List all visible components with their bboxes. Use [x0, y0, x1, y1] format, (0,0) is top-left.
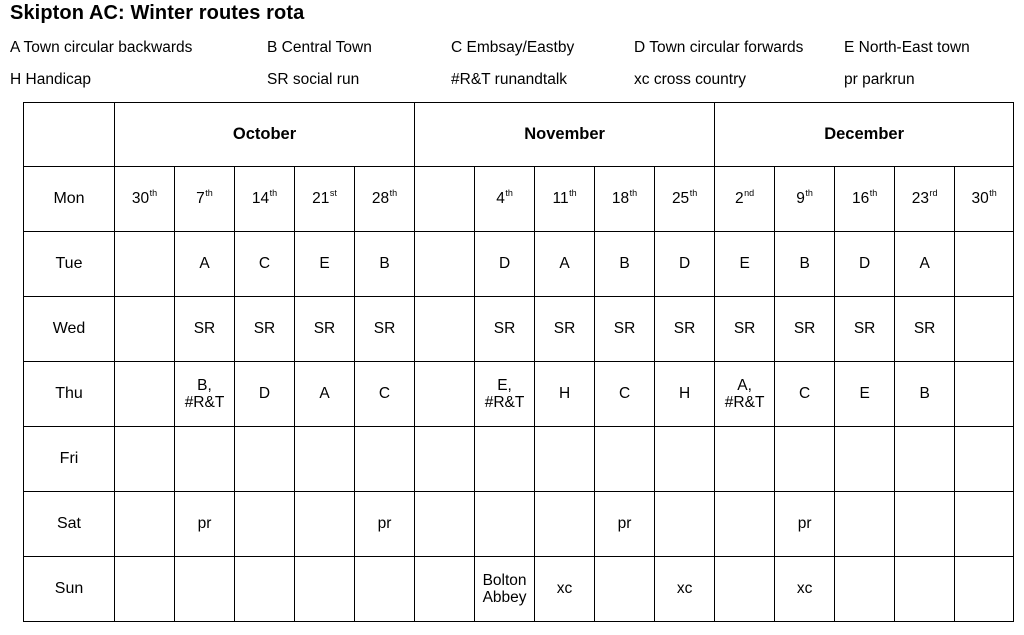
route-cell: pr [775, 492, 835, 557]
route-cell [895, 492, 955, 557]
day-label: Mon [24, 167, 115, 232]
date-cell [655, 167, 715, 232]
date-ordinal-suffix: th [629, 188, 638, 199]
route-cell: C [595, 362, 655, 427]
route-cell [295, 557, 355, 622]
route-cell [415, 492, 475, 557]
legend-item-a [10, 39, 192, 57]
route-cell: A [895, 232, 955, 297]
date-cell [175, 167, 235, 232]
route-cell [235, 427, 295, 492]
route-cell [115, 557, 175, 622]
day-row-tue [24, 232, 1014, 297]
route-cell: D [655, 232, 715, 297]
route-cell: E [715, 232, 775, 297]
legend-text: Central Town [281, 39, 372, 56]
route-cell [475, 492, 535, 557]
month-header-row [24, 103, 1014, 167]
legend-item-e [844, 39, 970, 57]
legend-code: SR [267, 71, 289, 88]
date-number: 4 [496, 190, 505, 208]
route-cell [295, 427, 355, 492]
legend-text: runandtalk [494, 71, 568, 88]
month-header-december: December [715, 103, 1014, 167]
route-cell [415, 427, 475, 492]
legend-code: xc [634, 71, 650, 88]
route-cell: C [355, 362, 415, 427]
date-cell [415, 167, 475, 232]
legend-item-h [10, 71, 91, 89]
route-cell-line: Bolton [482, 571, 527, 589]
route-cell: C [235, 232, 295, 297]
date-cell [595, 167, 655, 232]
route-cell-line: Abbey [482, 589, 527, 606]
route-cell [595, 557, 655, 622]
date-number: 7 [196, 190, 205, 208]
route-cell: E [295, 232, 355, 297]
route-cell [355, 427, 415, 492]
date-ordinal-suffix: th [205, 188, 213, 199]
date-cell [355, 167, 415, 232]
date-number: 18 [611, 190, 630, 208]
route-cell [475, 427, 535, 492]
route-cell [115, 492, 175, 557]
date-ordinal-suffix: st [329, 188, 337, 199]
page-title: Skipton AC: Winter routes rota [10, 2, 305, 24]
route-cell [115, 362, 175, 427]
route-cell: B [895, 362, 955, 427]
route-cell: SR [715, 297, 775, 362]
route-cell: pr [355, 492, 415, 557]
date-cell [115, 167, 175, 232]
date-ordinal-suffix: th [269, 188, 278, 199]
route-cell [955, 427, 1014, 492]
date-number: 9 [796, 190, 805, 208]
route-cell [535, 492, 595, 557]
date-ordinal-suffix: th [989, 188, 997, 199]
route-cell: SR [835, 297, 895, 362]
route-cell [895, 427, 955, 492]
month-header-november: November [415, 103, 715, 167]
date-number: 2 [735, 190, 744, 208]
route-cell: SR [175, 297, 235, 362]
route-cell: xc [655, 557, 715, 622]
route-cell: B [355, 232, 415, 297]
route-cell-line: E, [497, 376, 512, 394]
route-cell: xc [775, 557, 835, 622]
date-number: 30 [131, 190, 150, 208]
route-cell [955, 362, 1014, 427]
date-ordinal-suffix: th [869, 188, 878, 199]
route-cell [415, 232, 475, 297]
route-cell: xc [535, 557, 595, 622]
legend-text: Town circular backwards [23, 39, 193, 56]
date-ordinal-suffix: th [149, 188, 158, 199]
route-cell-line: #R&T [484, 394, 525, 411]
route-cell [415, 362, 475, 427]
route-cell: D [475, 232, 535, 297]
date-number: 25 [671, 190, 690, 208]
route-cell [475, 557, 535, 622]
day-label: Sat [24, 492, 115, 557]
route-cell [655, 427, 715, 492]
route-cell: H [535, 362, 595, 427]
legend-text: North-East town [858, 39, 970, 56]
route-cell [535, 427, 595, 492]
route-cell: B [775, 232, 835, 297]
legend-item-rt [451, 71, 567, 89]
route-cell [835, 557, 895, 622]
day-row-sun [24, 557, 1014, 622]
route-cell [715, 362, 775, 427]
legend-text: Embsay/Eastby [466, 39, 575, 56]
legend-item-sr [267, 71, 359, 89]
day-row-fri [24, 427, 1014, 492]
day-label: Fri [24, 427, 115, 492]
route-cell [895, 557, 955, 622]
route-cell: E [835, 362, 895, 427]
route-cell: A [175, 232, 235, 297]
route-cell [955, 492, 1014, 557]
date-ordinal-suffix: rd [929, 188, 938, 199]
route-cell: SR [655, 297, 715, 362]
route-cell: SR [235, 297, 295, 362]
route-cell [715, 557, 775, 622]
legend-text: parkrun [862, 71, 915, 88]
day-row-thu [24, 362, 1014, 427]
date-cell [475, 167, 535, 232]
date-cell [535, 167, 595, 232]
route-cell [955, 232, 1014, 297]
day-label: Tue [24, 232, 115, 297]
route-cell [955, 557, 1014, 622]
route-cell-line: B, [197, 376, 212, 394]
date-ordinal-suffix: th [505, 188, 513, 199]
route-cell-line: A, [737, 376, 752, 394]
route-cell [415, 557, 475, 622]
legend-code: pr [844, 71, 858, 88]
route-cell [175, 427, 235, 492]
route-cell: C [775, 362, 835, 427]
date-cell [295, 167, 355, 232]
date-cell [775, 167, 835, 232]
legend-text: social run [292, 71, 360, 88]
route-cell [175, 362, 235, 427]
route-cell [655, 492, 715, 557]
date-cell [715, 167, 775, 232]
date-ordinal-suffix: th [805, 188, 813, 199]
date-number: 28 [371, 190, 390, 208]
date-ordinal-suffix: nd [744, 188, 755, 199]
route-cell: SR [535, 297, 595, 362]
legend-item-xc [634, 71, 746, 89]
route-cell [835, 492, 895, 557]
route-cell [295, 492, 355, 557]
legend-code: E [844, 39, 855, 56]
date-number: 21 [312, 190, 330, 208]
route-cell [115, 297, 175, 362]
legend-item-pr [844, 71, 915, 89]
day-label: Thu [24, 362, 115, 427]
route-cell: D [835, 232, 895, 297]
route-cell [715, 427, 775, 492]
route-cell [595, 427, 655, 492]
route-cell [475, 362, 535, 427]
day-label: Sun [24, 557, 115, 622]
route-cell [235, 492, 295, 557]
route-cell: pr [175, 492, 235, 557]
route-cell [955, 297, 1014, 362]
date-number: 11 [552, 190, 569, 208]
route-cell [715, 492, 775, 557]
date-cell [895, 167, 955, 232]
route-cell [115, 427, 175, 492]
route-cell: SR [595, 297, 655, 362]
date-number: 30 [971, 190, 989, 208]
date-number: 16 [851, 190, 870, 208]
legend-item-b [267, 39, 372, 57]
date-cell [235, 167, 295, 232]
route-cell [175, 557, 235, 622]
legend-code: #R&T [451, 71, 491, 88]
legend-text: Handicap [25, 71, 92, 88]
route-cell: H [655, 362, 715, 427]
day-label: Wed [24, 297, 115, 362]
date-cell [955, 167, 1014, 232]
corner-cell [24, 103, 115, 167]
legend-code: B [267, 39, 278, 56]
route-cell-line: #R&T [184, 394, 225, 411]
date-ordinal-suffix: th [389, 188, 398, 199]
route-cell [235, 557, 295, 622]
date-row [24, 167, 1014, 232]
legend-code: H [10, 71, 22, 88]
route-cell [835, 427, 895, 492]
rota-table [23, 102, 1014, 622]
route-cell: pr [595, 492, 655, 557]
legend-item-d [634, 39, 803, 57]
route-cell: SR [355, 297, 415, 362]
route-cell [115, 232, 175, 297]
route-cell: SR [895, 297, 955, 362]
legend-code: A [10, 39, 20, 56]
route-cell: SR [775, 297, 835, 362]
route-cell [415, 297, 475, 362]
legend-text: Town circular forwards [649, 39, 804, 56]
route-cell-line: #R&T [724, 394, 765, 411]
route-cell [775, 427, 835, 492]
route-cell: D [235, 362, 295, 427]
legend-code: C [451, 39, 463, 56]
legend-code: D [634, 39, 646, 56]
route-cell: A [295, 362, 355, 427]
date-number: 14 [251, 190, 270, 208]
date-ordinal-suffix: th [689, 188, 698, 199]
day-row-wed [24, 297, 1014, 362]
month-header-october: October [115, 103, 415, 167]
date-ordinal-suffix: th [569, 188, 577, 199]
date-number: 23 [911, 190, 929, 208]
route-cell: SR [295, 297, 355, 362]
route-cell: A [535, 232, 595, 297]
legend-item-c [451, 39, 574, 57]
route-cell: SR [475, 297, 535, 362]
date-cell [835, 167, 895, 232]
day-row-sat [24, 492, 1014, 557]
legend-text: cross country [653, 71, 746, 88]
route-cell [355, 557, 415, 622]
route-cell: B [595, 232, 655, 297]
